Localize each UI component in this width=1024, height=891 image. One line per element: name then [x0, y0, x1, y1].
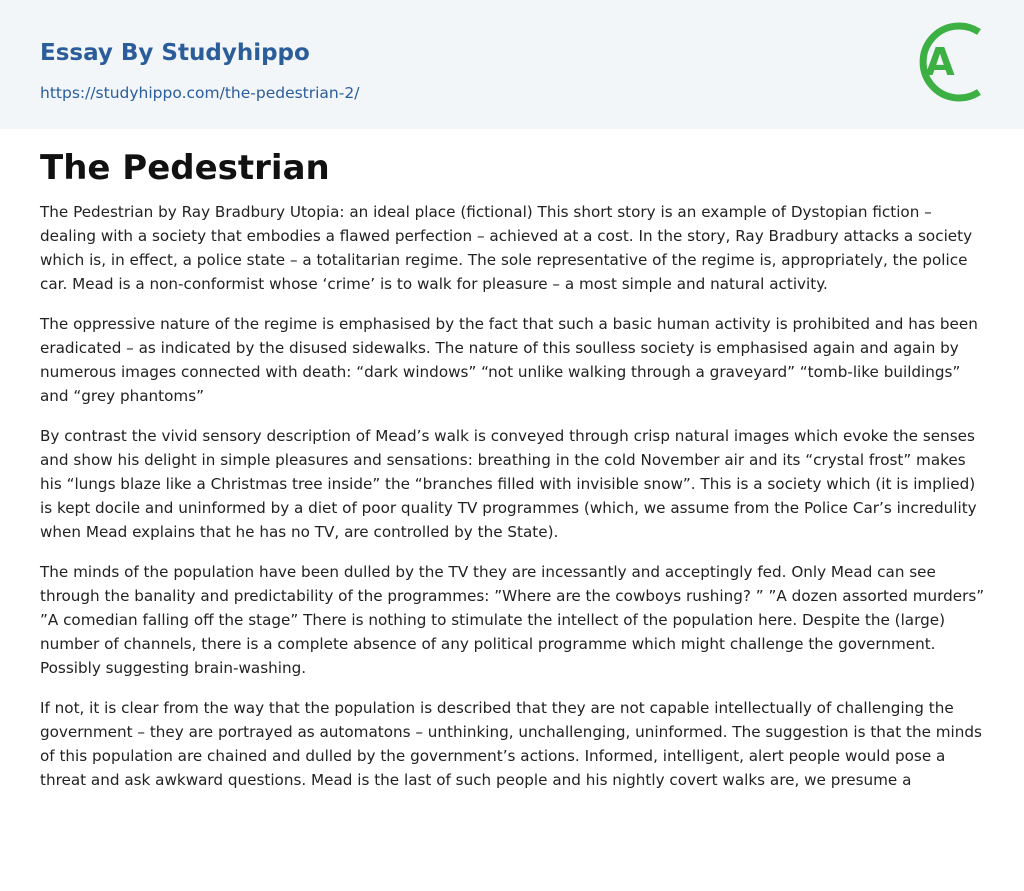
site-header: [0, 0, 1024, 129]
essay-paragraph: By contrast the vivid sensory description of Mead’s walk is conveyed through crisp natural images which evoke the senses and show his delight in simple pleasures and sensations: breathing in the cold November air and its “crystal frost” makes his “lungs blaze like a Christmas tree inside” the “branches filled with invisible snow”. This is a society which (it is implied) is kept docile and uninformed by a diet of poor quality TV programmes (which, we assume from the Police Car’s incredulity when Mead explains that he has no TV, are controlled by the State).: [40, 427, 977, 541]
logo-letter: A: [925, 40, 955, 84]
site-title[interactable]: Essay By Studyhippo: [40, 40, 310, 66]
essay-paragraph: The Pedestrian by Ray Bradbury Utopia: an ideal place (fictional) This short story is an example of Dystopian fiction – dealing with a society that embodies a flawed perfection – achieved at a cost. In the story, Ray Bradbury attacks a society which is, in effect, a police state – a totalitarian regime. The sole representative of the regime is, appropriately, the police car. Mead is a non-conformist whose ‘crime’ is to walk for pleasure – a most simple and natural activity.: [40, 203, 973, 293]
essay-paragraph: The minds of the population have been dulled by the TV they are incessantly and acceptingly fed. Only Mead can see through the banality and predictability of the programmes: ”Where are the cowboys rushing? ” ”A dozen assorted murders” ”A comedian falling off the stage” There is nothing to stimulate the intellect of the population here. Despite the (large) number of channels, there is a complete absence of any political programme which might challenge the government. Possibly suggesting brain-washing.: [40, 563, 985, 677]
essay-paragraph: The oppressive nature of the regime is emphasised by the fact that such a basic human activity is prohibited and has been eradicated – as indicated by the disused sidewalks. The nature of this soulless society is emphasised again and again by numerous images connected with death: “dark windows” “not unlike walking through a graveyard” “tomb-like buildings” and “grey phantoms”: [40, 315, 978, 405]
essay-content: [40, 144, 990, 808]
page-title: The Pedestrian: [40, 148, 330, 188]
essay-url-link[interactable]: https://studyhippo.com/the-pedestrian-2/: [40, 84, 360, 102]
studyhippo-logo-icon[interactable]: [911, 18, 987, 106]
essay-paragraph: If not, it is clear from the way that the population is described that they are not capable intellectually of challenging the government – they are portrayed as automatons – unthinking, unchallenging, uninformed. The suggestion is that the minds of this population are chained and dulled by the government’s actions. Informed, intelligent, alert people would pose a threat and ask awkward questions. Mead is the last of such people and his nightly covert walks are, we presume a: [40, 699, 982, 789]
